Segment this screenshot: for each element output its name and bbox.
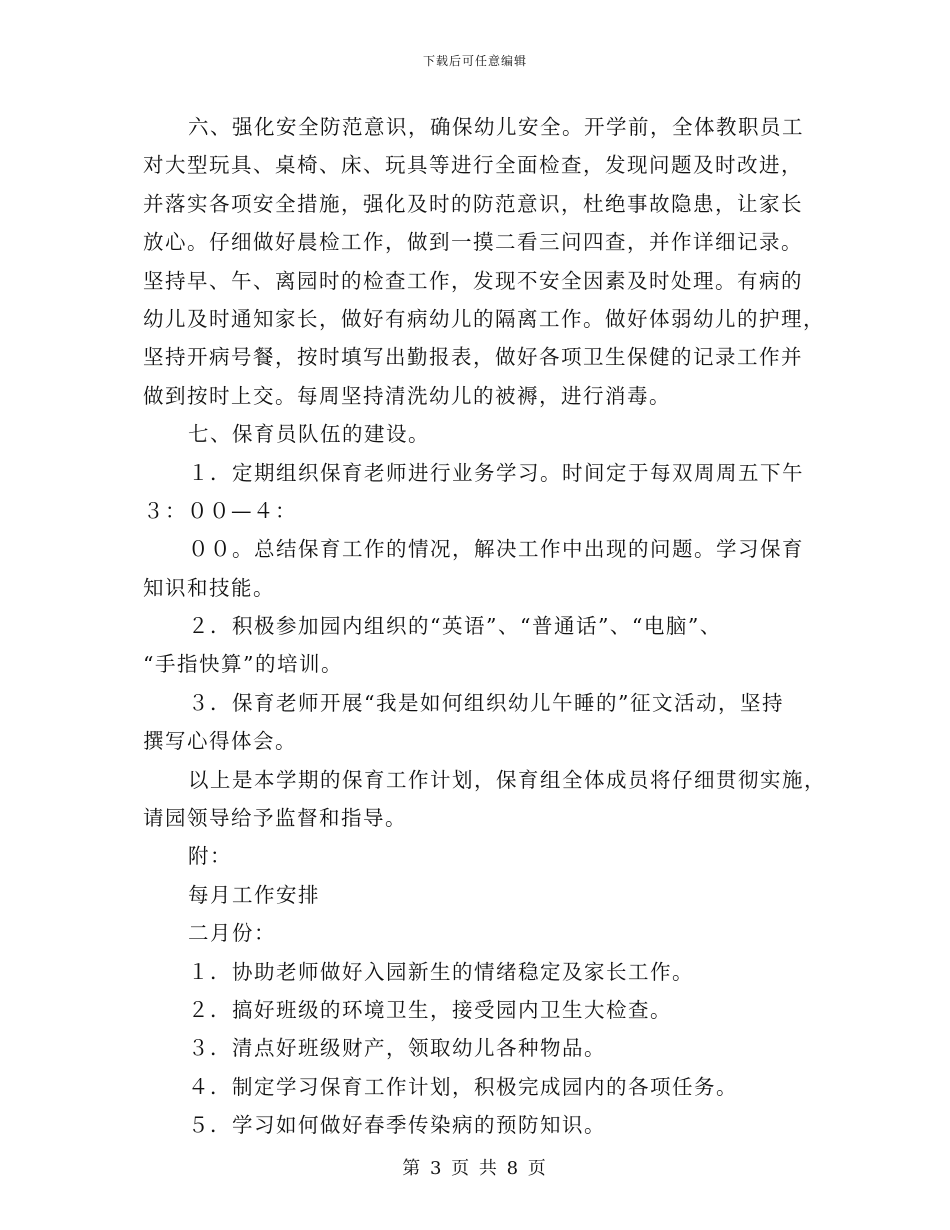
appendix-title: 每月工作安排 — [188, 882, 320, 907]
list-item: ２．搞好班级的环境卫生，接受园内卫生大检查。 — [188, 997, 672, 1022]
paragraph-line: 坚持开病号餐，按时填写出勤报表，做好各项卫生保健的记录工作并 — [143, 345, 803, 370]
month-heading: 二月份： — [188, 921, 276, 946]
page-header: 下载后可任意编辑 — [422, 54, 527, 68]
paragraph-line: 放心。仔细做好晨检工作，做到一摸二看三问四查，并作详细记录。 — [143, 230, 803, 255]
paragraph-line: “手指快算”的培训。 — [143, 652, 343, 677]
paragraph-line: 知识和技能。 — [143, 575, 275, 600]
paragraph-line: 对大型玩具、桌椅、床、玩具等进行全面检查，发现问题及时改进， — [143, 153, 803, 178]
paragraph-line: 做到按时上交。每周坚持清洗幼儿的被褥，进行消毒。 — [143, 383, 671, 408]
page-footer: 第 3 页 共 8 页 — [402, 1158, 548, 1179]
paragraph-line: 以上是本学期的保育工作计划，保育组全体成员将仔细贯彻实施， — [188, 767, 826, 792]
list-item: ３．保育老师开展“我是如何组织幼儿午睡的”征文活动，坚持 — [188, 690, 784, 715]
list-item: ２．积极参加园内组织的“英语”、“普通话”、“电脑”、 — [188, 614, 722, 639]
list-item: ４．制定学习保育工作计划，积极完成园内的各项任务。 — [188, 1074, 738, 1099]
paragraph-line: 并落实各项安全措施，强化及时的防范意识，杜绝事故隐患，让家长 — [143, 191, 803, 216]
paragraph-line: 坚持早、午、离园时的检查工作，发现不安全因素及时处理。有病的 — [143, 268, 803, 293]
paragraph-line: 幼儿及时通知家长，做好有病幼儿的隔离工作。做好体弱幼儿的护理， — [143, 306, 825, 331]
paragraph-line: 撰写心得体会。 — [143, 729, 297, 754]
list-item: １．协助老师做好入园新生的情绪稳定及家长工作。 — [188, 959, 694, 984]
paragraph-line: ００。总结保育工作的情况，解决工作中出现的问题。学习保育 — [188, 537, 804, 562]
paragraph-line: ３：００—４： — [143, 498, 297, 523]
list-item: １．定期组织保育老师进行业务学习。时间定于每双周周五下午 — [188, 460, 804, 485]
paragraph-line: 请园领导给予监督和指导。 — [143, 806, 407, 831]
list-item: ３．清点好班级财产，领取幼儿各种物品。 — [188, 1036, 606, 1061]
list-item: ５．学习如何做好春季传染病的预防知识。 — [188, 1113, 606, 1138]
section-heading: 七、保育员队伍的建设。 — [188, 422, 430, 447]
document-body — [143, 108, 843, 1145]
appendix-label: 附： — [188, 844, 232, 869]
paragraph-line: 六、强化安全防范意识，确保幼儿安全。开学前，全体教职员工 — [188, 115, 804, 139]
